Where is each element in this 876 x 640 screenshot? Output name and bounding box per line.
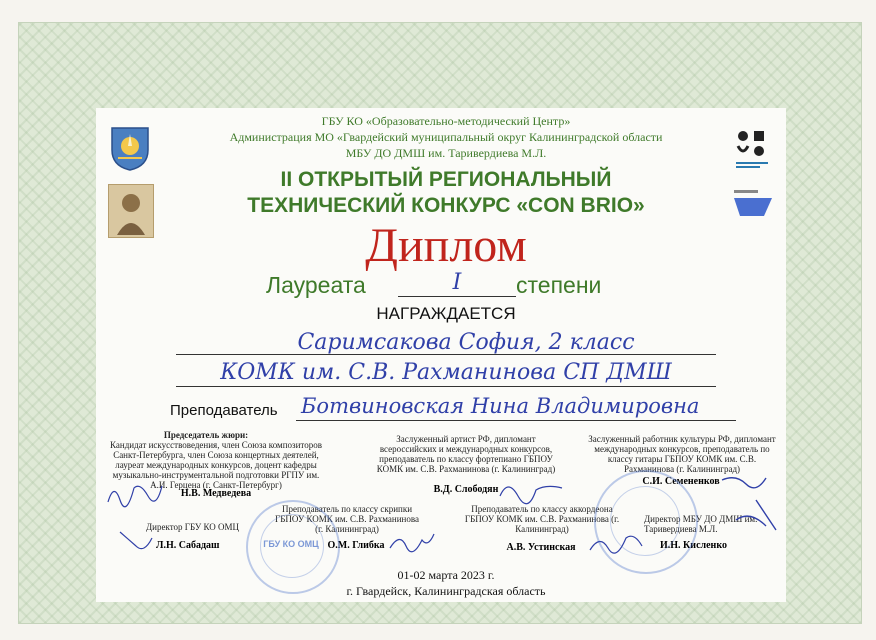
contest-title-line1: II ОТКРЫТЫЙ РЕГИОНАЛЬНЫЙ <box>280 168 612 191</box>
org2-text: Администрация МО «Гвардейский муниципальный округ Калининградской области <box>229 130 663 144</box>
signature-medvedeva <box>104 478 164 508</box>
degree-word: степени <box>516 272 602 298</box>
diploma-heading: Диплом <box>365 219 527 272</box>
portrait-logo <box>108 184 154 238</box>
jury-chair-desc: Кандидат искусствоведения, член Союза композиторов Санкт-Петербурга, член Союза концертных деятелей, лауреат международных конкурсов, доцент кафедры музыкально-инструментальной подготовки РГПУ им. А.И. Герцена (г. Санкт-Петербург) <box>110 440 322 490</box>
degree-value: I <box>452 270 462 295</box>
recipient-line <box>176 354 716 355</box>
footer-place: г. Гвардейск, Калининградская область <box>346 584 546 598</box>
signature-slobodyan <box>496 476 566 506</box>
omc-stamp-text: ГБУ КО ОМЦ <box>263 539 319 549</box>
school-stamp <box>594 470 698 574</box>
teacher-line <box>296 420 736 421</box>
jury-member4-name: О.М. Глибка <box>327 540 385 551</box>
signature-semenenkov <box>716 470 786 540</box>
recipient-name: Саримсакова София, 2 класс <box>297 330 635 355</box>
footer-date: 01-02 марта 2023 г. <box>397 568 495 582</box>
omc-logo <box>734 128 770 172</box>
degree-line <box>398 296 516 297</box>
jury-member3-name: С.И. Семененков <box>642 476 720 487</box>
culture-logo <box>732 186 774 218</box>
school-line <box>176 386 716 387</box>
jury-member4-desc: Преподаватель по классу скрипки ГБПОУ КОМК им. С.В. Рахманинова (г. Калининград) <box>275 504 419 534</box>
awarded-label: НАГРАЖДАЕТСЯ <box>376 304 516 323</box>
jury-member2-name: В.Д. Слободян <box>433 484 499 495</box>
diploma-body <box>96 108 786 602</box>
org3-text: МБУ ДО ДМШ им. Таривердиева М.Л. <box>345 146 547 160</box>
director1-title: Директор ГБУ КО ОМЦ <box>146 522 239 532</box>
teacher-name: Ботвиновская Нина Владимировна <box>301 394 700 418</box>
signature-sabadash <box>116 528 156 558</box>
jury-member5-desc: Преподаватель по классу аккордеона ГБПОУ КОМК им. С.В. Рахманинова (г. Калининград) <box>464 504 620 534</box>
contest-title-line2: ТЕХНИЧЕСКИЙ КОНКУРС «CON BRIO» <box>247 194 645 217</box>
director2-name: И.Н. Кисленко <box>660 540 727 551</box>
jury-member2-desc: Заслуженный артист РФ, дипломант всероссийских и международных конкурсов, преподаватель по классу фортепиано ГБПОУ КОМК им. С.В. Рахманинова (г. Калининград) <box>376 434 556 474</box>
recipient-school: КОМК им. С.В. Рахманинова СП ДМШ <box>220 360 672 385</box>
teacher-label: Преподаватель <box>170 402 278 419</box>
director1-name: Л.Н. Сабадаш <box>156 540 220 551</box>
jury-chair-name: Н.В. Медведева <box>180 488 252 499</box>
org1-text: ГБУ КО «Образовательно-методический Центр» <box>321 114 571 128</box>
coat-of-arms-logo <box>108 124 152 172</box>
jury-member5-name: А.В. Устинская <box>506 542 576 553</box>
signature-glibka <box>386 528 436 558</box>
jury-chair-label: Председатель жюри: <box>163 430 249 440</box>
laureate-label: Лауреата <box>266 272 366 298</box>
jury-member3-desc: Заслуженный работник культуры РФ, дипломант международных конкурсов, преподаватель по классу гитары ГБПОУ КОМК им. С.В. Рахманинова (г. Калининград) <box>588 434 776 474</box>
director2-title: Директор МБУ ДО ДМШ им. Таривердиева М.Л. <box>644 514 758 534</box>
